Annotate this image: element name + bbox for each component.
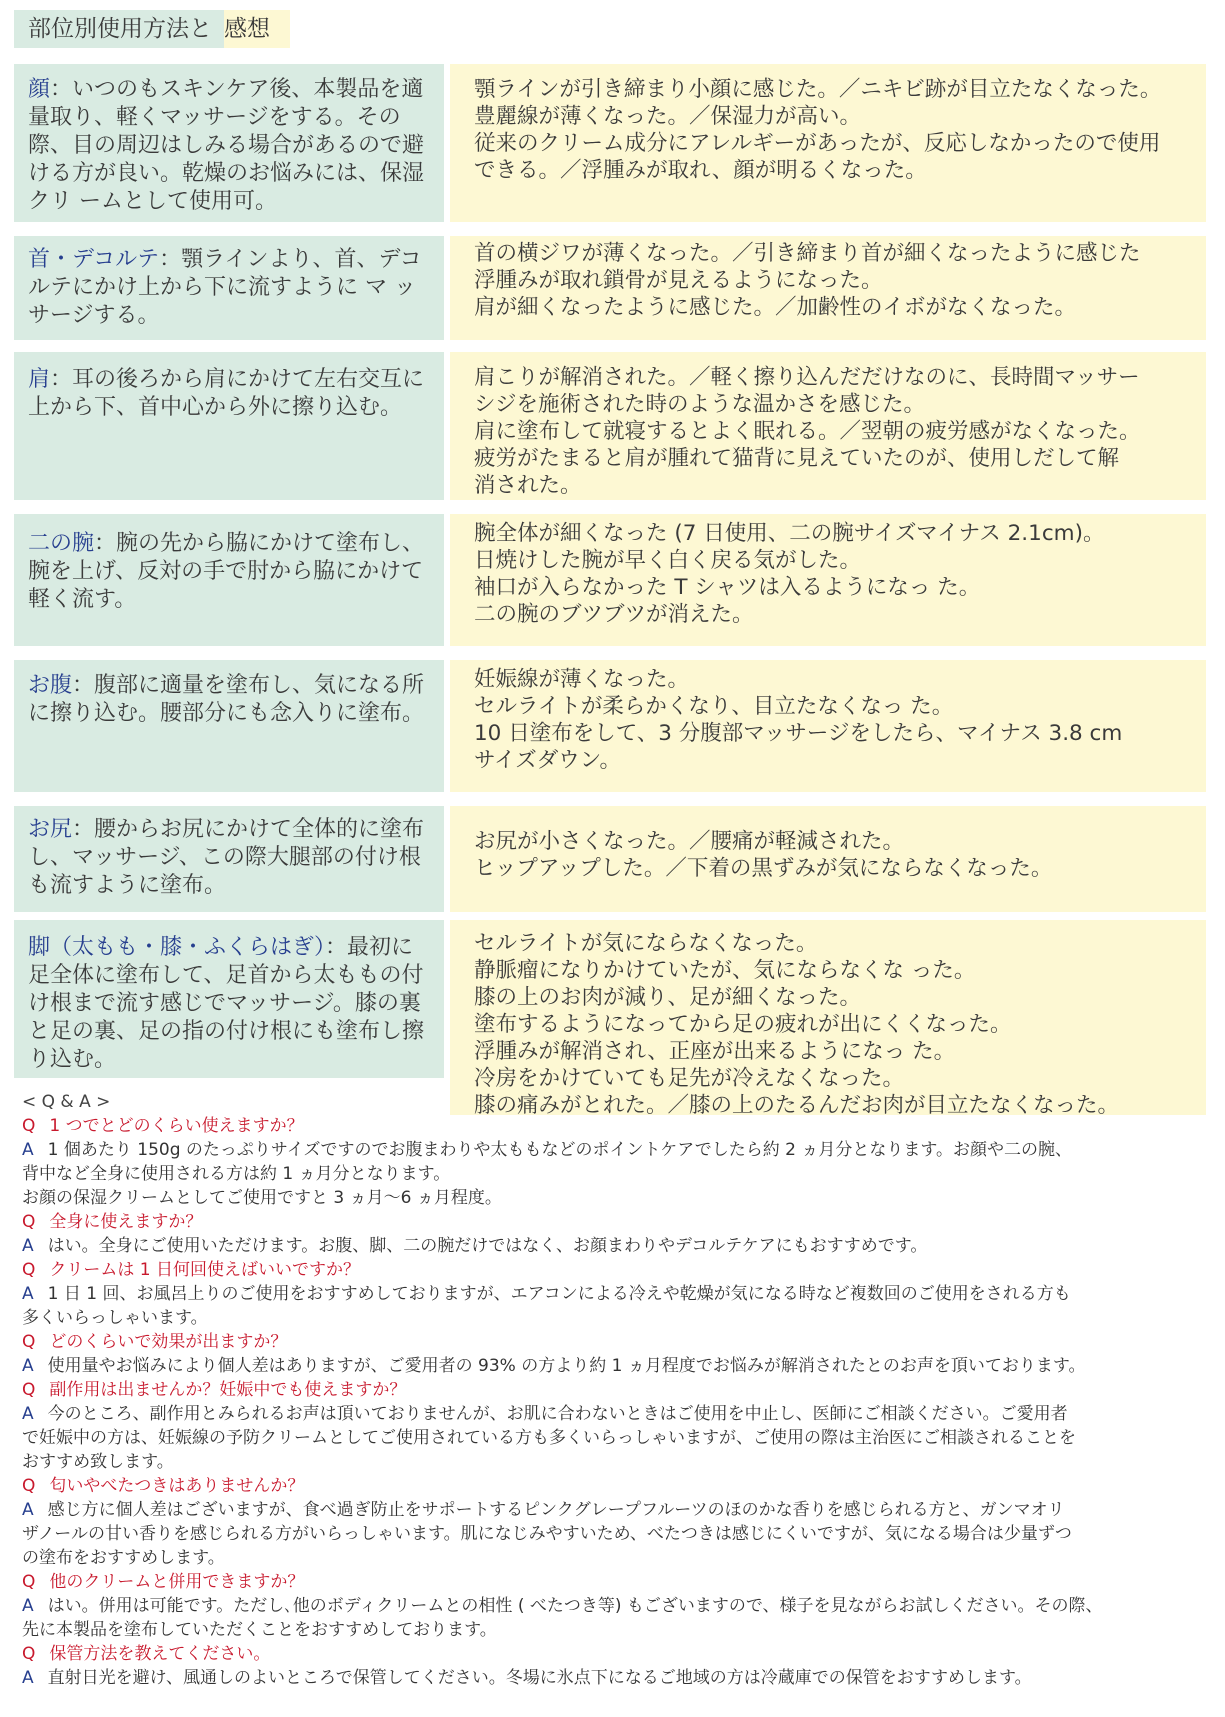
answer-text: お顔の保湿クリームとしてご使用ですと 3 ヵ月〜6 ヵ月程度。 bbox=[22, 1188, 502, 1208]
answer-text: 先に本製品を塗布していただくことをおすすめしております。 bbox=[22, 1620, 497, 1640]
user-comment: お尻が小さくなった。／腰痛が軽減された。 bbox=[474, 829, 905, 854]
user-comments-box bbox=[450, 920, 1206, 1118]
usage-description: ：腹部に適量を塗布し、気になる所に擦り込む。腰部分にも念入りに塗布。 bbox=[28, 673, 425, 726]
answer-text: の塗布をおすすめします。 bbox=[22, 1548, 225, 1568]
qa-answer-line bbox=[22, 1666, 1207, 1690]
answer-mark: A bbox=[22, 1236, 34, 1256]
user-comment: 肩に塗布して就寝するとよく眠れる。／翌朝の疲労感がなくなった。 bbox=[474, 419, 1141, 444]
user-comment: 首の横ジワが薄くなった。／引き締まり首が細くなったように感じた bbox=[474, 241, 1141, 266]
body-part-label: 顔 bbox=[28, 77, 51, 102]
user-comment: 10 日塗布をして、3 分腹部マッサージをしたら、マイナス 3.8 cm bbox=[474, 721, 1123, 746]
user-comment: 膝の痛みがとれた。／膝の上のたるんだお肉が目立たなくなった。 bbox=[474, 1093, 1120, 1118]
title-part-2: 感想 bbox=[224, 10, 290, 48]
qa-answer-line bbox=[22, 1162, 1207, 1186]
qa-header: < Q & A > bbox=[22, 1092, 111, 1112]
qa-answer-line bbox=[22, 1522, 1207, 1546]
answer-text: 多くいらっしゃいます。 bbox=[22, 1308, 208, 1328]
usage-method-box bbox=[14, 352, 444, 500]
answer-mark: A bbox=[22, 1500, 34, 1520]
answer-mark: A bbox=[22, 1668, 34, 1688]
user-comment: ヒップアップした。／下着の黒ずみが気にならなくなった。 bbox=[474, 856, 1053, 881]
qa-answer-line bbox=[22, 1354, 1207, 1378]
question-text: 副作用は出ませんか？妊娠中でも使えますか？ bbox=[49, 1380, 407, 1400]
answer-text: 今のところ、副作用とみられるお声は頂いておりませんが、お肌に合わないときはご使用を中止し、医師にご相談ください。ご愛用者 bbox=[47, 1404, 1068, 1424]
usage-method-box bbox=[14, 806, 444, 912]
answer-text: ザノールの甘い香りを感じられる方がいらっしゃいます。肌になじみやすいため、べたつきは感じにくいですが、気になる場合は少量ずつ bbox=[22, 1524, 1072, 1544]
question-text: 保管方法を教えてください。 bbox=[49, 1644, 271, 1664]
answer-text: はい。併用は可能です。ただし､他のボディクリームとの相性 ( べたつき等) もございますので、様子を見ながらお試しください。その際、 bbox=[47, 1596, 1103, 1616]
user-comment: 袖口が入らなかった T シャツは入るようになっ た。 bbox=[474, 575, 981, 600]
user-comment: 疲労がたまると肩が腫れて猫背に見えていたのが、使用しだして解 bbox=[474, 446, 1120, 471]
usage-method-box bbox=[14, 660, 444, 792]
user-comment: 妊娠線が薄くなった。 bbox=[474, 667, 690, 692]
body-part-label: 脚（太もも・膝・ふくらはぎ） bbox=[28, 935, 326, 960]
user-comment: 腕全体が細くなった (7 日使用、二の腕サイズマイナス 2.1cm)。 bbox=[474, 521, 1105, 546]
qa-question bbox=[22, 1570, 1207, 1594]
qa-answer-line bbox=[22, 1498, 1207, 1522]
user-comment: シジを施術された時のような温かさを感じた。 bbox=[474, 392, 925, 417]
qa-section bbox=[22, 1090, 1207, 1690]
user-comment: 豊麗線が薄くなった。／保湿力が高い。 bbox=[474, 104, 862, 129]
question-text: 他のクリームと併用できますか？ bbox=[49, 1572, 305, 1592]
qa-answer-line bbox=[22, 1186, 1207, 1210]
answer-text: おすすめ致します。 bbox=[22, 1452, 174, 1472]
section-row bbox=[14, 920, 1206, 1118]
qa-question bbox=[22, 1330, 1207, 1354]
answer-text: 1 日 1 回、お風呂上りのご使用をおすすめしておりますが、エアコンによる冷えや乾燥が気になる時など複数回のご使用をされる方も bbox=[47, 1284, 1071, 1304]
usage-description: ：顎ラインより、首、デコルテにかけ上から下に流すように マ ッサージする。 bbox=[28, 247, 422, 328]
user-comment: 二の腕のブツブツが消えた。 bbox=[474, 602, 754, 627]
qa-answer-line bbox=[22, 1546, 1207, 1570]
user-comment: サイズダウン。 bbox=[474, 748, 622, 773]
user-comment: セルライトが気にならなくなった。 bbox=[474, 931, 818, 956]
user-comment: 従来のクリーム成分にアレルギーがあったが、反応しなかったので使用 bbox=[474, 131, 1161, 156]
answer-text: 使用量やお悩みにより個人差はありますが、ご愛用者の 93% の方より約 1 ヵ月程度でお悩みが解消されたとのお声を頂いております。 bbox=[47, 1356, 1086, 1376]
user-comments-box bbox=[450, 236, 1206, 340]
body-part-label: 二の腕 bbox=[28, 531, 95, 556]
qa-answer-line bbox=[22, 1450, 1207, 1474]
question-mark: Q bbox=[22, 1332, 36, 1352]
user-comments-box bbox=[450, 514, 1206, 646]
qa-question bbox=[22, 1474, 1207, 1498]
body-part-label: 首・デコルテ bbox=[28, 247, 160, 272]
user-comment: 顎ラインが引き締まり小顔に感じた。／ニキビ跡が目立たなくなった。 bbox=[474, 77, 1162, 102]
question-mark: Q bbox=[22, 1260, 36, 1280]
body-part-label: お尻 bbox=[28, 817, 73, 842]
qa-question bbox=[22, 1642, 1207, 1666]
usage-description: ：腕の先から脇にかけて塗布し、腕を上げ、反対の手で肘から脇にかけて軽く流す。 bbox=[28, 531, 425, 612]
question-text: クリームは 1 日何回使えばいいですか？ bbox=[49, 1260, 361, 1280]
question-mark: Q bbox=[22, 1212, 36, 1232]
section-row bbox=[14, 352, 1206, 500]
section-row bbox=[14, 660, 1206, 792]
qa-answer-line bbox=[22, 1138, 1207, 1162]
body-part-label: お腹 bbox=[28, 673, 73, 698]
usage-method-box bbox=[14, 236, 444, 340]
user-comment: 膝の上のお肉が減り、足が細くなった。 bbox=[474, 985, 862, 1010]
section-row bbox=[14, 514, 1206, 646]
usage-method-box bbox=[14, 920, 444, 1078]
question-mark: Q bbox=[22, 1572, 36, 1592]
user-comment: 冷房をかけていても足先が冷えなくなった。 bbox=[474, 1066, 905, 1091]
user-comment: できる。／浮腫みが取れ、顔が明るくなった。 bbox=[474, 158, 927, 183]
section-row bbox=[14, 806, 1206, 912]
section-row bbox=[14, 64, 1206, 222]
question-text: 1 つでとどのくらい使えますか？ bbox=[49, 1116, 304, 1136]
user-comments-box bbox=[450, 64, 1206, 222]
answer-text: 1 個あたり 150g のたっぷりサイズですのでお腹まわりや太ももなどのポイントケアでしたら約 2 ヵ月分となります。お顔や二の腕、 bbox=[47, 1140, 1072, 1160]
qa-question bbox=[22, 1210, 1207, 1234]
usage-description: ：最初に足全体に塗布して、足首から太ももの付け根まで流す感じでマッサージ。膝の裏と足の裏、足の指の付け根にも塗布し擦り込む。 bbox=[28, 935, 425, 1072]
qa-question bbox=[22, 1378, 1207, 1402]
qa-answer-line bbox=[22, 1306, 1207, 1330]
user-comments-box bbox=[450, 660, 1206, 792]
user-comment: 静脈瘤になりかけていたが、気にならなくな った。 bbox=[474, 958, 976, 983]
question-text: どのくらいで効果が出ますか？ bbox=[49, 1332, 288, 1352]
question-mark: Q bbox=[22, 1644, 36, 1664]
usage-method-box bbox=[14, 514, 444, 646]
qa-question bbox=[22, 1258, 1207, 1282]
user-comment: 消された。 bbox=[474, 473, 582, 498]
user-comment: 浮腫みが取れ鎖骨が見えるようになった。 bbox=[474, 268, 883, 293]
answer-mark: A bbox=[22, 1596, 34, 1616]
user-comment: 肩が細くなったように感じた。／加齢性のイボがなくなった。 bbox=[474, 295, 1077, 320]
user-comment: 塗布するようになってから足の疲れが出にくくなった。 bbox=[474, 1012, 1012, 1037]
user-comment: 日焼けした腕が早く白く戻る気がした。 bbox=[474, 548, 862, 573]
qa-list bbox=[22, 1114, 1207, 1690]
user-comment: 肩こりが解消された。／軽く擦り込んだだけなのに、長時間マッサー bbox=[474, 365, 1140, 390]
question-mark: Q bbox=[22, 1116, 36, 1136]
qa-answer-line bbox=[22, 1426, 1207, 1450]
answer-mark: A bbox=[22, 1140, 34, 1160]
usage-description: ：いつのもスキンケア後、本製品を適量取り、軽くマッサージをする。その際、目の周辺はしみる場合があるので避ける方が良い。乾燥のお悩みには、保湿クリ ームとして使用可。 bbox=[28, 77, 425, 214]
question-mark: Q bbox=[22, 1380, 36, 1400]
question-text: 全身に使えますか？ bbox=[49, 1212, 203, 1232]
answer-mark: A bbox=[22, 1356, 34, 1376]
question-text: 匂いやべたつきはありませんか？ bbox=[49, 1476, 305, 1496]
page-title bbox=[14, 10, 290, 48]
question-mark: Q bbox=[22, 1476, 36, 1496]
qa-answer-line bbox=[22, 1594, 1207, 1618]
user-comment: 浮腫みが解消され、正座が出来るようになっ た。 bbox=[474, 1039, 956, 1064]
answer-text: 直射日光を避け、風通しのよいところで保管してください。冬場に氷点下になるご地域の方は冷蔵庫での保管をおすすめします。 bbox=[47, 1668, 1032, 1688]
qa-answer-line bbox=[22, 1282, 1207, 1306]
user-comments-box bbox=[450, 352, 1206, 500]
usage-description: ：耳の後ろから肩にかけて左右交互に上から下、首中心から外に擦り込む。 bbox=[28, 367, 425, 420]
qa-answer-line bbox=[22, 1402, 1207, 1426]
answer-mark: A bbox=[22, 1284, 34, 1304]
body-part-label: 肩 bbox=[28, 367, 51, 392]
qa-answer-line bbox=[22, 1234, 1207, 1258]
answer-text: 感じ方に個人差はございますが、食べ過ぎ防止をサポートするピンクグレープフルーツのほのかな香りを感じられる方と、ガンマオリ bbox=[47, 1500, 1065, 1520]
user-comment: セルライトが柔らかくなり、目立たなくなっ た。 bbox=[474, 694, 954, 719]
answer-text: はい。全身にご使用いただけます。お腹、脚、二の腕だけではなく、お顔まわりやデコルテケアにもおすすめです。 bbox=[47, 1236, 928, 1256]
answer-text: で妊娠中の方は、妊娠線の予防クリームとしてご使用されている方も多くいらっしゃいますが、ご使用の際は主治医にご相談されることを bbox=[22, 1428, 1076, 1448]
usage-method-box bbox=[14, 64, 444, 222]
user-comments-box bbox=[450, 806, 1206, 912]
usage-description: ：腰からお尻にかけて全体的に塗布し、マッサージ、この際大腿部の付け根も流すように塗布。 bbox=[28, 817, 425, 898]
section-row bbox=[14, 236, 1206, 340]
answer-mark: A bbox=[22, 1404, 34, 1424]
qa-answer-line bbox=[22, 1618, 1207, 1642]
qa-question bbox=[22, 1114, 1207, 1138]
title-part-1: 部位別使用方法と bbox=[14, 10, 224, 48]
answer-text: 背中など全身に使用される方は約 1 ヵ月分となります。 bbox=[22, 1164, 451, 1184]
